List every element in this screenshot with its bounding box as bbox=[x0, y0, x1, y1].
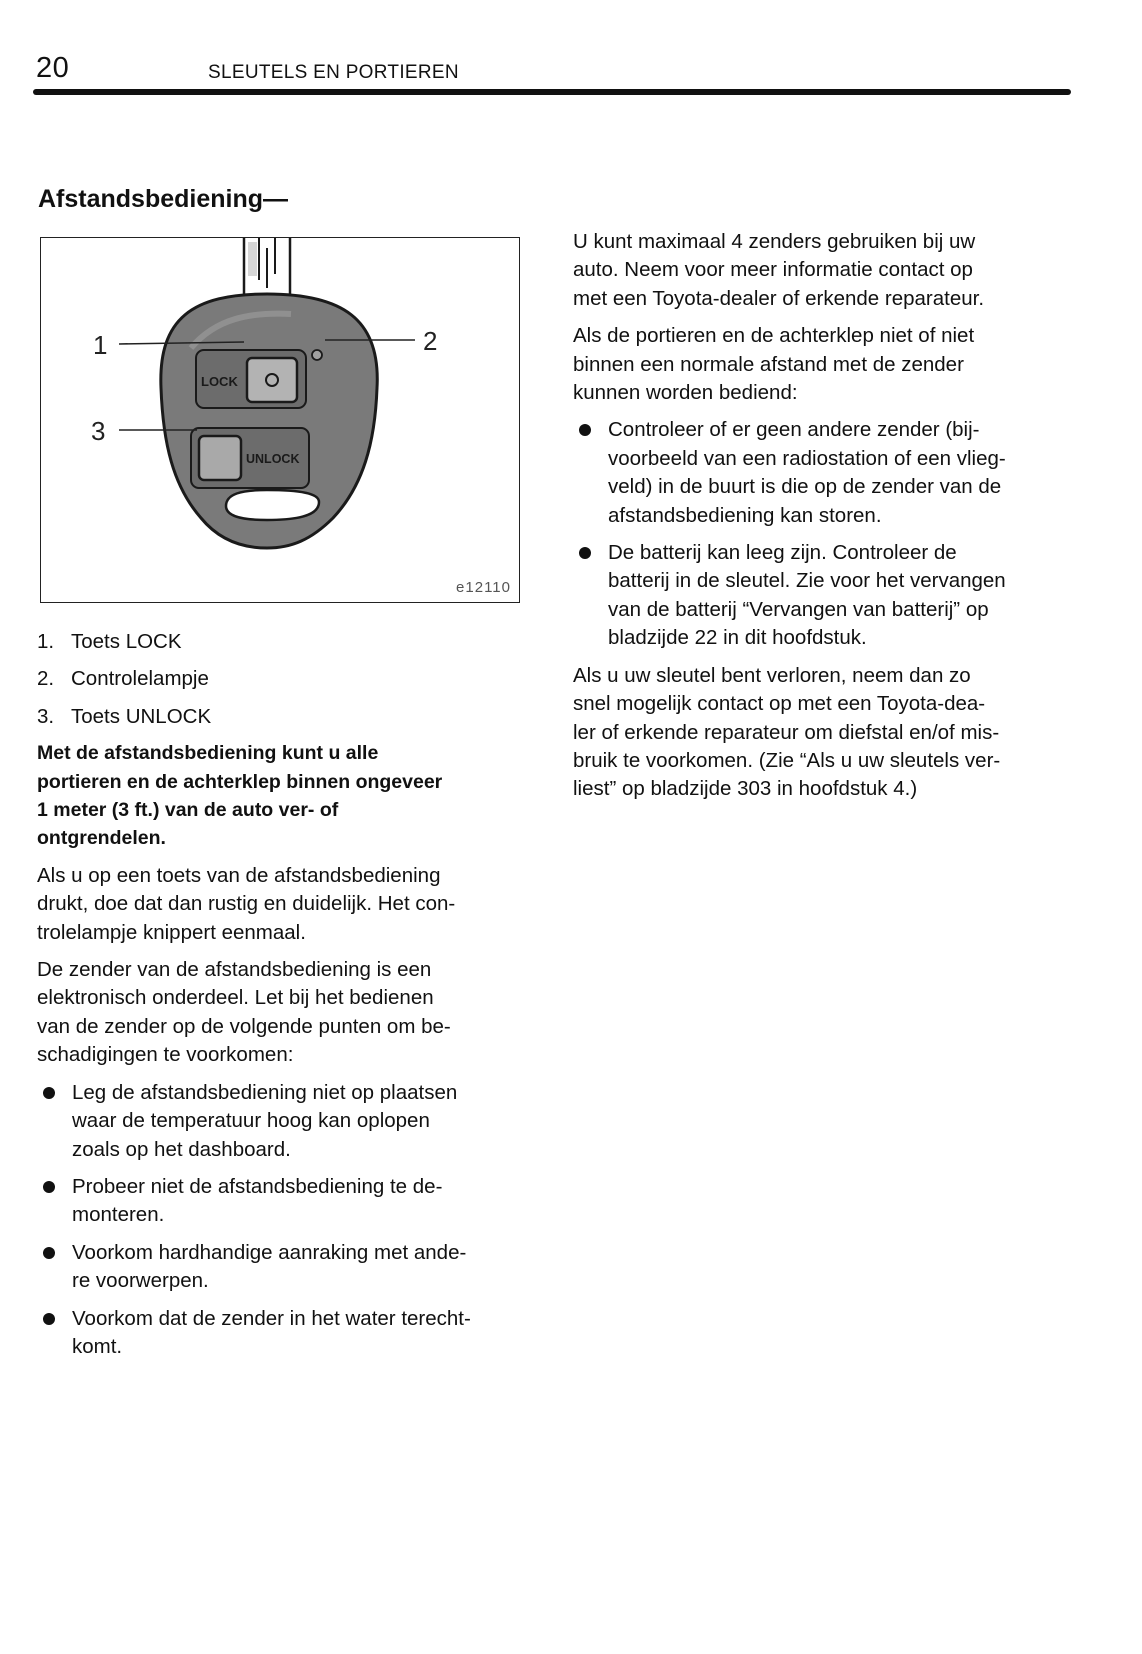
paragraph-max-transmitters bbox=[573, 228, 1073, 313]
text-line: De batterij kan leeg zijn. Controleer de bbox=[608, 541, 957, 565]
text-line: met een Toyota‑dealer of erkende reparateur. bbox=[573, 286, 985, 310]
text-line: binnen een normale afstand met de zender bbox=[573, 352, 964, 376]
text-line: kunnen worden bediend: bbox=[573, 381, 798, 405]
key-blade bbox=[244, 238, 290, 296]
text-line: auto. Neem voor meer informatie contact op bbox=[573, 258, 973, 282]
indicator-lamp bbox=[312, 350, 322, 360]
bullet-dot-icon bbox=[579, 424, 591, 436]
bullet-dot-icon bbox=[43, 1313, 55, 1325]
svg-text:3: 3 bbox=[91, 416, 106, 446]
lock-button bbox=[247, 358, 297, 402]
text-line: De zender van de afstandsbediening is een bbox=[37, 958, 432, 982]
text-line: Met de afstandsbediening kunt u alle bbox=[37, 742, 379, 765]
text-line: elektronisch onderdeel. Let bij het bedienen bbox=[37, 986, 434, 1010]
text-line: Als u uw sleutel bent verloren, neem dan zo bbox=[573, 663, 971, 687]
legend-number: 2. bbox=[37, 667, 55, 691]
text-line: U kunt maximaal 4 zenders gebruiken bij uw bbox=[573, 230, 976, 253]
bullet-item bbox=[37, 1079, 527, 1164]
paragraph-lost-key bbox=[573, 662, 1073, 804]
text-line: snel mogelijk contact op met een Toyota‑dea- bbox=[573, 692, 986, 716]
text-line: bruik te voorkomen. (Zie “Als u uw sleutels ver- bbox=[573, 748, 1001, 772]
paragraph-press-button bbox=[37, 862, 527, 947]
text-line: Probeer niet de afstandsbediening te de- bbox=[72, 1174, 443, 1198]
unlock-label: UNLOCK bbox=[246, 452, 300, 466]
text-line: liest” op bladzijde 303 in hoofdstuk 4.) bbox=[573, 777, 918, 801]
paragraph-troubleshoot-intro bbox=[573, 322, 1073, 407]
text-line: Controleer of er geen andere zender (bij- bbox=[608, 418, 980, 442]
bullet-dot-icon bbox=[579, 547, 591, 559]
text-line: veld) in de buurt is die op de zender van de bbox=[608, 475, 1002, 499]
text-line: Als de portieren en de achterklep niet of niet bbox=[573, 324, 975, 348]
text-line: drukt, doe dat dan rustig en duidelijk. Het con- bbox=[37, 892, 456, 916]
text-line: zoals op het dashboard. bbox=[72, 1137, 291, 1161]
running-head: SLEUTELS EN PORTIEREN bbox=[208, 62, 459, 83]
remote-key-figure bbox=[40, 237, 520, 603]
right-column bbox=[573, 228, 1073, 813]
header-rule bbox=[33, 89, 1071, 95]
svg-text:2: 2 bbox=[423, 326, 438, 356]
legend-label: Controlelampje bbox=[71, 667, 209, 691]
text-line: monteren. bbox=[72, 1203, 165, 1227]
unlock-button bbox=[199, 436, 241, 480]
text-line: afstandsbediening kan storen. bbox=[608, 503, 882, 527]
text-line: Leg de afstandsbediening niet op plaatsen bbox=[72, 1080, 458, 1104]
svg-text:1: 1 bbox=[93, 330, 108, 360]
legend-number: 3. bbox=[37, 704, 55, 728]
text-line: portieren en de achterklep binnen ongeveer bbox=[37, 770, 443, 793]
text-line: schadigingen te voorkomen: bbox=[37, 1043, 294, 1067]
troubleshoot-bullet-list bbox=[573, 416, 1073, 652]
page-number: 20 bbox=[36, 52, 70, 84]
text-line: Voorkom hardhandige aanraking met ande- bbox=[72, 1240, 467, 1264]
text-line: ler of erkende reparateur om diefstal en/of mis- bbox=[573, 720, 1000, 744]
bullet-item bbox=[573, 539, 1073, 653]
text-line: voorbeeld van een radiostation of een vlieg- bbox=[608, 446, 1006, 470]
legend-item bbox=[37, 628, 527, 656]
text-line: bladzijde 22 in dit hoofdstuk. bbox=[608, 626, 867, 650]
bullet-item bbox=[37, 1239, 527, 1296]
bullet-dot-icon bbox=[43, 1247, 55, 1259]
bullet-item bbox=[37, 1305, 527, 1362]
keyring-slot bbox=[226, 490, 319, 520]
care-bullet-list bbox=[37, 1079, 527, 1362]
figure-legend bbox=[37, 628, 527, 731]
figure-code: e12110 bbox=[456, 579, 511, 596]
remote-key-illustration bbox=[41, 238, 519, 602]
lock-label: LOCK bbox=[201, 374, 238, 389]
section-title: Afstandsbediening— bbox=[38, 185, 289, 213]
text-line: van de batterij “Vervangen van batterij” op bbox=[608, 597, 989, 621]
legend-label: Toets UNLOCK bbox=[71, 704, 212, 728]
legend-item bbox=[37, 703, 527, 731]
text-line: batterij in de sleutel. Zie voor het vervangen bbox=[608, 569, 1006, 593]
text-line: Voorkom dat de zender in het water terecht- bbox=[72, 1306, 471, 1330]
text-line: waar de temperatuur hoog kan oplopen bbox=[72, 1109, 430, 1133]
bullet-dot-icon bbox=[43, 1181, 55, 1193]
text-line: ontgrendelen. bbox=[37, 827, 166, 850]
bullet-item bbox=[573, 416, 1073, 530]
legend-label: Toets LOCK bbox=[71, 630, 182, 653]
text-line: van de zender op de volgende punten om be- bbox=[37, 1014, 451, 1038]
bullet-dot-icon bbox=[43, 1087, 55, 1099]
text-line: komt. bbox=[72, 1334, 123, 1358]
text-line: trolelampje knippert eenmaal. bbox=[37, 920, 306, 944]
text-line: 1 meter (3 ft.) van de auto ver- of bbox=[37, 799, 339, 822]
legend-number: 1. bbox=[37, 630, 55, 653]
text-line: Als u op een toets van de afstandsbediening bbox=[37, 863, 441, 887]
paragraph-transmitter-care bbox=[37, 956, 527, 1070]
text-line: re voorwerpen. bbox=[72, 1269, 209, 1293]
bullet-item bbox=[37, 1173, 527, 1230]
bold-summary bbox=[37, 739, 527, 853]
left-column bbox=[37, 628, 527, 1370]
legend-item bbox=[37, 665, 527, 693]
